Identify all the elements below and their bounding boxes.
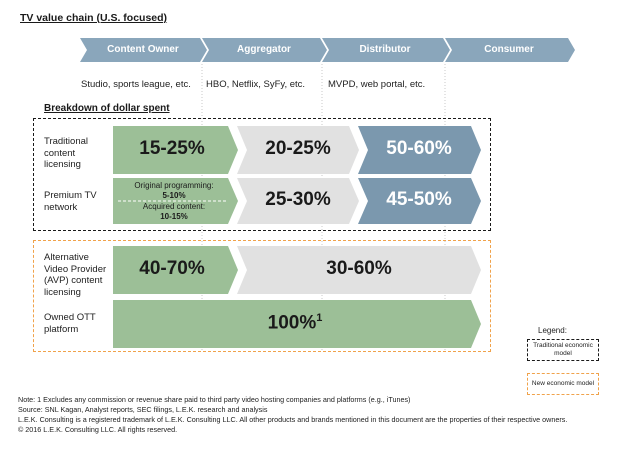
row1-aggregator-value: 20-25% xyxy=(265,138,331,159)
footnotes xyxy=(18,395,567,435)
legend-traditional-box xyxy=(527,339,599,361)
row2-original-programming-value: 5-10% xyxy=(162,191,186,200)
chain-label-aggregator: Aggregator xyxy=(237,44,291,55)
footnote-note: Note: 1 Excludes any commission or revenue share paid to third party video hosting companies and platforms (e.g., iTunes) xyxy=(18,395,411,404)
row1-content-owner-value: 15-25% xyxy=(139,138,205,159)
examples-distributor: MVPD, web portal, etc. xyxy=(328,79,426,90)
footnote-copyright: © 2016 L.E.K. Consulting LLC. All rights reserved. xyxy=(18,425,178,434)
row-label-owned-ott-platform: Owned OTT platform xyxy=(44,312,96,335)
row2-acquired-content-label: Acquired content: xyxy=(142,202,206,211)
row-label-premium-tv-network: Premium TV network xyxy=(44,190,97,213)
row-label-traditional-content-licensing: Traditional content licensing xyxy=(44,136,89,170)
legend-title: Legend: xyxy=(538,326,567,335)
legend-new-label: New economic model xyxy=(531,380,595,387)
traditional-model-box xyxy=(33,118,491,231)
examples-aggregator: HBO, Netflix, SyFy, etc. xyxy=(206,79,306,90)
footnote-trademark: L.E.K. Consulting is a registered trademark of L.E.K. Consulting LLC. All other products and brands mentioned in this document are the properties of their respective owners. xyxy=(18,415,568,424)
legend-new-box xyxy=(527,373,599,395)
row2-aggregator-value: 25-30% xyxy=(265,189,331,210)
row2-original-programming-label: Original programming: xyxy=(134,181,214,190)
chain-label-content-owner: Content Owner xyxy=(107,44,179,55)
breakdown-title: Breakdown of dollar spent xyxy=(44,103,170,114)
legend-traditional-label: Traditional economic model xyxy=(533,342,593,357)
page-title: TV value chain (U.S. focused) xyxy=(20,12,168,24)
row-label-avp-content-licensing: Alternative Video Provider (AVP) content licensing xyxy=(44,252,107,298)
row2-distributor-value: 45-50% xyxy=(386,189,452,210)
row1-distributor-value: 50-60% xyxy=(386,138,452,159)
row4-total-value xyxy=(113,312,477,334)
row4-total-footnote: 1 xyxy=(316,312,323,324)
row3-remainder-value: 30-60% xyxy=(326,258,392,279)
row2-acquired-content-value: 10-15% xyxy=(160,212,188,221)
chain-label-distributor: Distributor xyxy=(359,44,411,55)
footnote-source: Source: SNL Kagan, Analyst reports, SEC filings, L.E.K. research and analysis xyxy=(18,405,268,414)
row4-total-number: 100% xyxy=(267,312,317,334)
chain-label-consumer: Consumer xyxy=(484,44,534,55)
examples-content-owner: Studio, sports league, etc. xyxy=(81,79,191,90)
row3-content-owner-value: 40-70% xyxy=(139,258,205,279)
